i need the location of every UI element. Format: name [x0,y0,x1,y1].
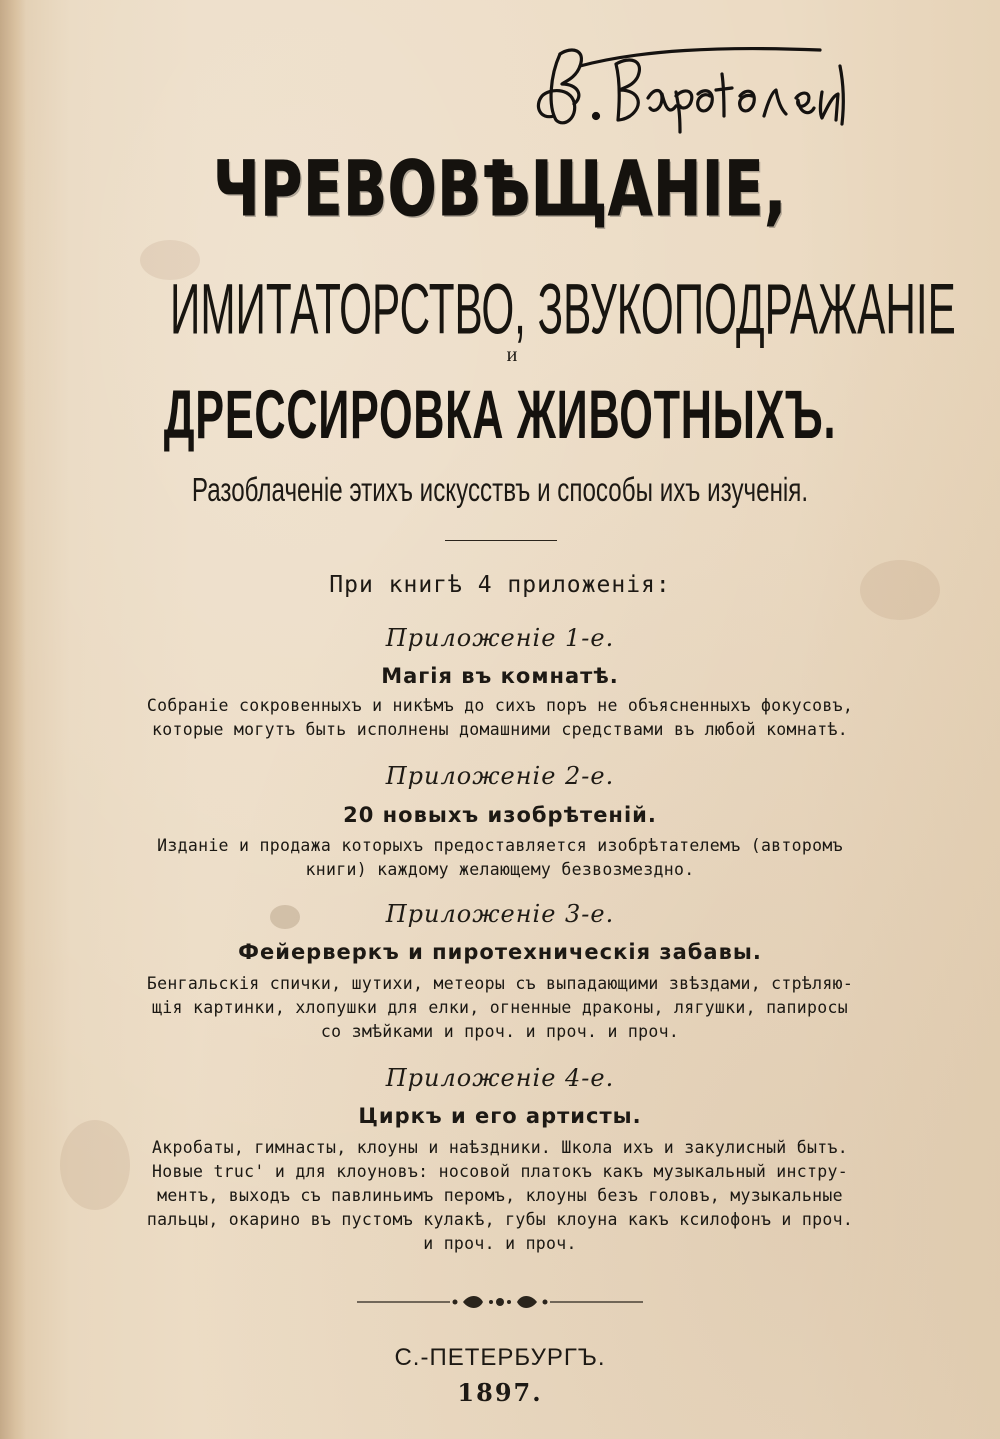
supplement-description [0,1136,1000,1256]
ornament-divider [355,1288,645,1316]
imprint-city: С.-ПЕТЕРБУРГЪ. [394,1344,606,1371]
main-title: ЧРЕВОВѢЩАНІЕ, [213,144,787,234]
description-line: ментъ, выходъ съ павлиньимъ перомъ, клоуны безъ головъ, музыкальные [157,1186,843,1205]
supplement-description [0,972,1000,1044]
conjunction: и [506,344,518,366]
supplement-heading: Приложеніе 4-е. [385,1064,615,1092]
description-line: Бенгальскія спички, шутихи, метеоры съ выпадающими звѣздами, стрѣляю- [146,974,854,993]
supplement-heading: Приложеніе 2-е. [385,762,615,790]
description-line: щія картинки, хлопушки для елки, огненные драконы, лягушки, папиросы [152,998,848,1017]
imprint-year: 1897. [457,1378,543,1407]
supplement-title: Циркъ и его артисты. [358,1104,642,1128]
handwritten-signature [520,36,850,136]
description-line: со змѣйками и проч. и проч. и проч. [320,1022,680,1041]
description-line: которые могутъ быть исполнены домашними средствами въ любой комнатѣ. [152,720,848,739]
supplement-title: Фейерверкъ и пиротехническія забавы. [238,940,762,964]
supplement-title: 20 новыхъ изобрѣтеній. [343,803,657,827]
description-line: и проч. и проч. [423,1234,577,1253]
supplement-heading: Приложеніе 1-е. [385,624,615,652]
supplement-title: Магія въ комнатѣ. [381,664,619,688]
second-title: ДРЕССИРОВКА ЖИВОТНЫХЪ. [163,375,837,454]
subtitle: ИМИТАТОРСТВО, ЗВУКОПОДРАЖАНІЕ [170,268,956,350]
description-line: Собраніе сокровенныхъ и никѣмъ до сихъ поръ не объясненныхъ фокусовъ, [146,696,854,715]
description-line: Акробаты, гимнасты, клоуны и наѣздники. Школа ихъ и закулисный бытъ. [152,1138,848,1157]
description-line: книги) каждому желающему безвозмездно. [305,860,695,879]
supplement-heading: Приложеніе 3-е. [385,900,615,928]
supplement-description [0,694,1000,742]
supplement-description [0,834,1000,882]
description-line: Изданіе и продажа которыхъ предоставляется изобрѣтателемъ (авторомъ [157,836,843,855]
supplements-intro: При книгѣ 4 приложенія: [329,572,671,598]
title-description: Разоблаченіе этихъ искусствъ и способы ихъ изученія. [191,470,809,509]
description-line: Новые truc' и для клоуновъ: носовой платокъ какъ музыкальный инстру- [152,1162,848,1181]
description-line: пальцы, окарино въ пустомъ кулакѣ, губы клоуна какъ ксилофонъ и проч. [146,1210,854,1229]
divider-rule [445,540,557,541]
